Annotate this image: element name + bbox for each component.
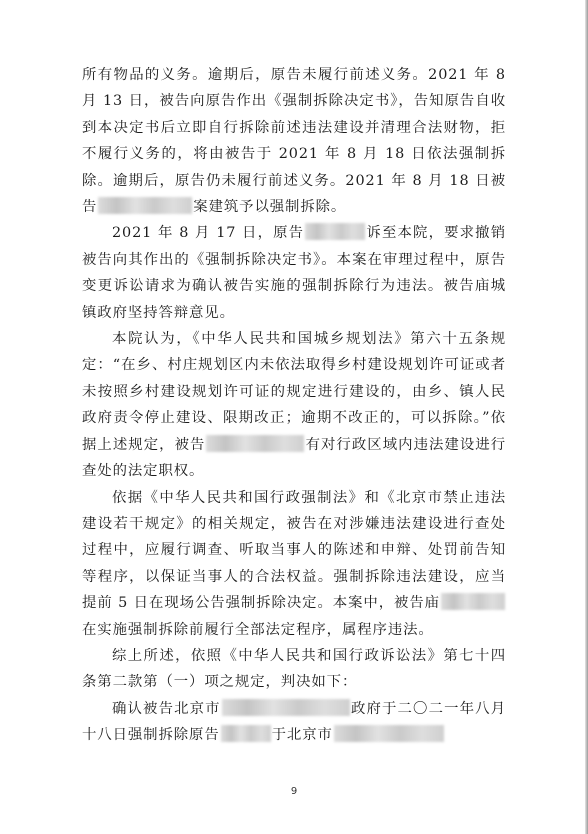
paragraph-text: 本院认为，《中华人民共和国城乡规划法》第六十五条规定：“在乡、村庄规划区内未依法取得乡村建设规划许可证或者未按照乡村建设规划许可证的规定进行建设的，由乡、镇人民政府责令停止建设、限期改正；逾期不改正的，可以拆除。”依据上述规定，被告 [82, 331, 506, 453]
redaction-mark [222, 699, 350, 716]
redaction-mark [334, 725, 444, 742]
redaction-mark [305, 223, 365, 240]
paragraph-text: 确认被告北京市 [112, 700, 221, 717]
paragraph [82, 643, 506, 696]
paragraph-text: 于北京市 [271, 727, 333, 744]
paragraph [82, 220, 506, 326]
paragraph-text: 综上所述，依照《中华人民共和国行政诉讼法》第七十四条第二款第（一）项之规定，判决如下： [82, 647, 506, 691]
page-number: 9 [290, 786, 298, 797]
redaction-mark [98, 197, 192, 214]
redaction-mark [221, 725, 271, 742]
paragraph-text: 诉至本院，要求撤销被告向其作出的《强制拆除决定书》。本案在审理过程中，原告变更诉讼请求为确认被告实施的强制拆除行为违法。被告庙城镇政府坚持答辩意见。 [82, 225, 506, 321]
paragraph [82, 485, 506, 643]
redaction-mark [206, 435, 304, 452]
paragraph-text: 依据《中华人民共和国行政强制法》和《北京市禁止违法建设若干规定》的相关规定，被告在对涉嫌违法建设进行查处过程中，应履行调查、听取当事人的陈述和申辩、处罚前告知等程序，以保证当事人的合法权益。强制拆除违法建设，应当提前 5 日在现场公告强制拆除决定。本案中，被告庙 [82, 489, 506, 612]
paragraph [82, 62, 506, 220]
redaction-mark [441, 593, 505, 610]
paragraph-text: 政府于二〇二一年八月十八日强制拆除原告 [82, 700, 506, 744]
paragraph-text: 在实施强制拆除前履行全部法定程序，属程序违法。 [82, 621, 434, 638]
paragraph-text: 2021 年 8 月 17 日，原告 [112, 225, 305, 242]
paragraph-text: 有对行政区域内违法建设进行查处的法定职权。 [82, 436, 507, 480]
document-body [82, 62, 506, 749]
paragraph [82, 326, 506, 484]
paragraph [82, 696, 506, 749]
paragraph-text: 案建筑予以强制拆除。 [193, 199, 347, 216]
paragraph-text: 所有物品的义务。逾期后，原告未履行前述义务。2021 年 8 月 13 日，被告向原告作出《强制拆除决定书》，告知原告自收到本决定书后立即自行拆除前述违法建设并清理合法财物，拒不履行义务的，将由被告于 2021 年 8 月 18 日依法强制拆除。逾期后，原告仍未履行前述义务。2021 年 8 月 18 日被告 [82, 67, 506, 216]
